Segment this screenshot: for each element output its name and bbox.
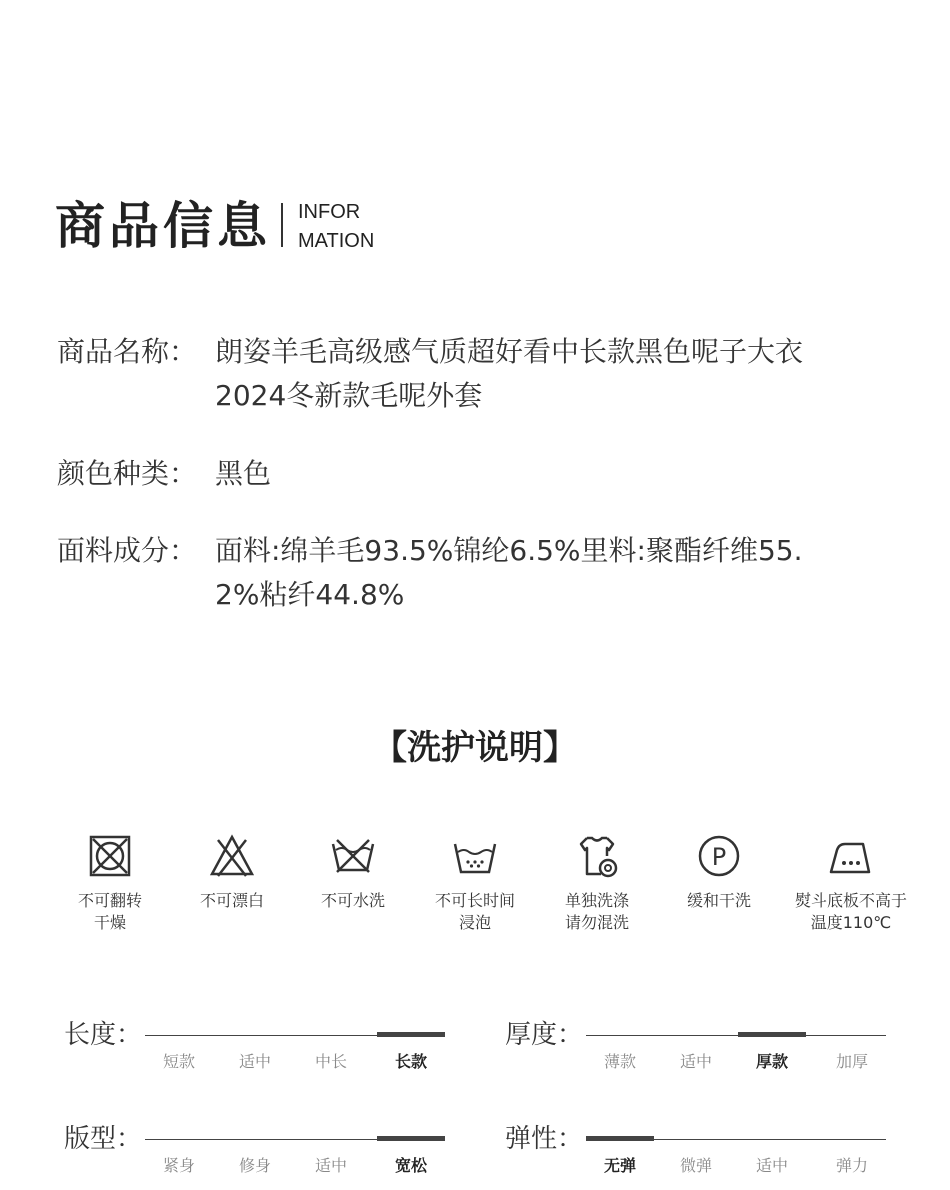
- color-label: 颜色种类：: [57, 457, 198, 490]
- gentle-dry-clean-icon: [695, 832, 743, 880]
- scale-elasticity-option: 弹力: [835, 1156, 868, 1175]
- scale-thickness-option: 加厚: [835, 1052, 868, 1071]
- scale-elasticity-label: 弹性：: [505, 1124, 584, 1154]
- scale-fit-option: 适中: [314, 1156, 347, 1175]
- scale-elasticity-indicator: [586, 1136, 654, 1141]
- scale-thickness-indicator: [738, 1032, 806, 1037]
- iron-low-temp-icon: [827, 832, 875, 880]
- scale-length-option: 适中: [238, 1052, 271, 1071]
- scale-length-indicator: [377, 1032, 445, 1037]
- scale-length-option: 短款: [162, 1052, 195, 1071]
- title-divider: [281, 203, 283, 247]
- scale-fit-option-selected: 宽松: [394, 1156, 427, 1175]
- material-line2: 2%粘纤44.8%: [215, 578, 405, 611]
- no-tumble-dry-icon: [86, 832, 134, 880]
- scale-thickness-option: 适中: [679, 1052, 712, 1071]
- svg-text:P: P: [711, 843, 727, 871]
- material-label: 面料成分：: [57, 534, 198, 567]
- scale-elasticity-option-selected: 无弹: [603, 1156, 636, 1175]
- scale-fit-option: 紧身: [162, 1156, 195, 1175]
- care-item-no-long-soak: [405, 832, 545, 934]
- material-value: [215, 529, 885, 617]
- care-item-no-tumble-dry: [40, 832, 180, 934]
- care-label: 熨斗底板不高于 温度110℃: [794, 891, 907, 932]
- scale-length-option: 中长: [314, 1052, 347, 1071]
- scale-elasticity-option: 适中: [755, 1156, 788, 1175]
- scale-thickness-track: [586, 1035, 886, 1036]
- scale-fit-indicator: [377, 1136, 445, 1141]
- color-line1: 黑色: [215, 457, 272, 490]
- care-label: 不可翻转 干燥: [77, 891, 142, 932]
- material-line1: 面料:绵羊毛93.5%锦纶6.5%里料:聚酯纤维55.: [215, 534, 803, 567]
- product-name-value: [215, 330, 885, 418]
- title-english: [298, 198, 374, 256]
- care-label: 缓和干洗: [686, 891, 751, 910]
- scale-elasticity-option: 微弹: [679, 1156, 712, 1175]
- scale-thickness-option: 薄款: [603, 1052, 636, 1071]
- product-name-line1: 朗姿羊毛高级感气质超好看中长款黑色呢子大衣: [215, 335, 804, 368]
- care-item-no-wash: [283, 832, 423, 912]
- care-item-gentle-dry-clean: [649, 832, 789, 912]
- title-english-line2: MATION: [298, 230, 375, 252]
- care-label: 不可漂白: [199, 891, 264, 910]
- no-bleach-icon: [208, 832, 256, 880]
- care-label: 不可长时间 浸泡: [434, 891, 515, 932]
- title-english-line1: INFOR: [298, 201, 361, 223]
- care-label: 单独洗涤 请勿混洗: [564, 891, 629, 932]
- scale-fit-option: 修身: [238, 1156, 271, 1175]
- no-wash-icon: [329, 832, 377, 880]
- scale-length-label: 长度：: [64, 1020, 143, 1050]
- care-label: 不可水洗: [320, 891, 385, 910]
- care-title: 【洗护说明】: [373, 728, 577, 768]
- scale-thickness-option-selected: 厚款: [755, 1052, 788, 1071]
- page-title: 商品信息: [55, 197, 271, 255]
- care-item-no-bleach: [162, 832, 302, 912]
- scale-length-option-selected: 长款: [394, 1052, 427, 1071]
- care-item-wash-separately: [527, 832, 667, 934]
- product-name-label: 商品名称：: [57, 335, 198, 368]
- product-name-line2: 2024冬新款毛呢外套: [215, 379, 483, 412]
- wash-separately-icon: [573, 832, 621, 880]
- scale-fit-label: 版型：: [64, 1124, 143, 1154]
- scale-thickness-label: 厚度：: [505, 1020, 584, 1050]
- no-long-soak-icon: [451, 832, 499, 880]
- color-value: [215, 452, 885, 496]
- care-item-iron-low-temp: [781, 832, 921, 934]
